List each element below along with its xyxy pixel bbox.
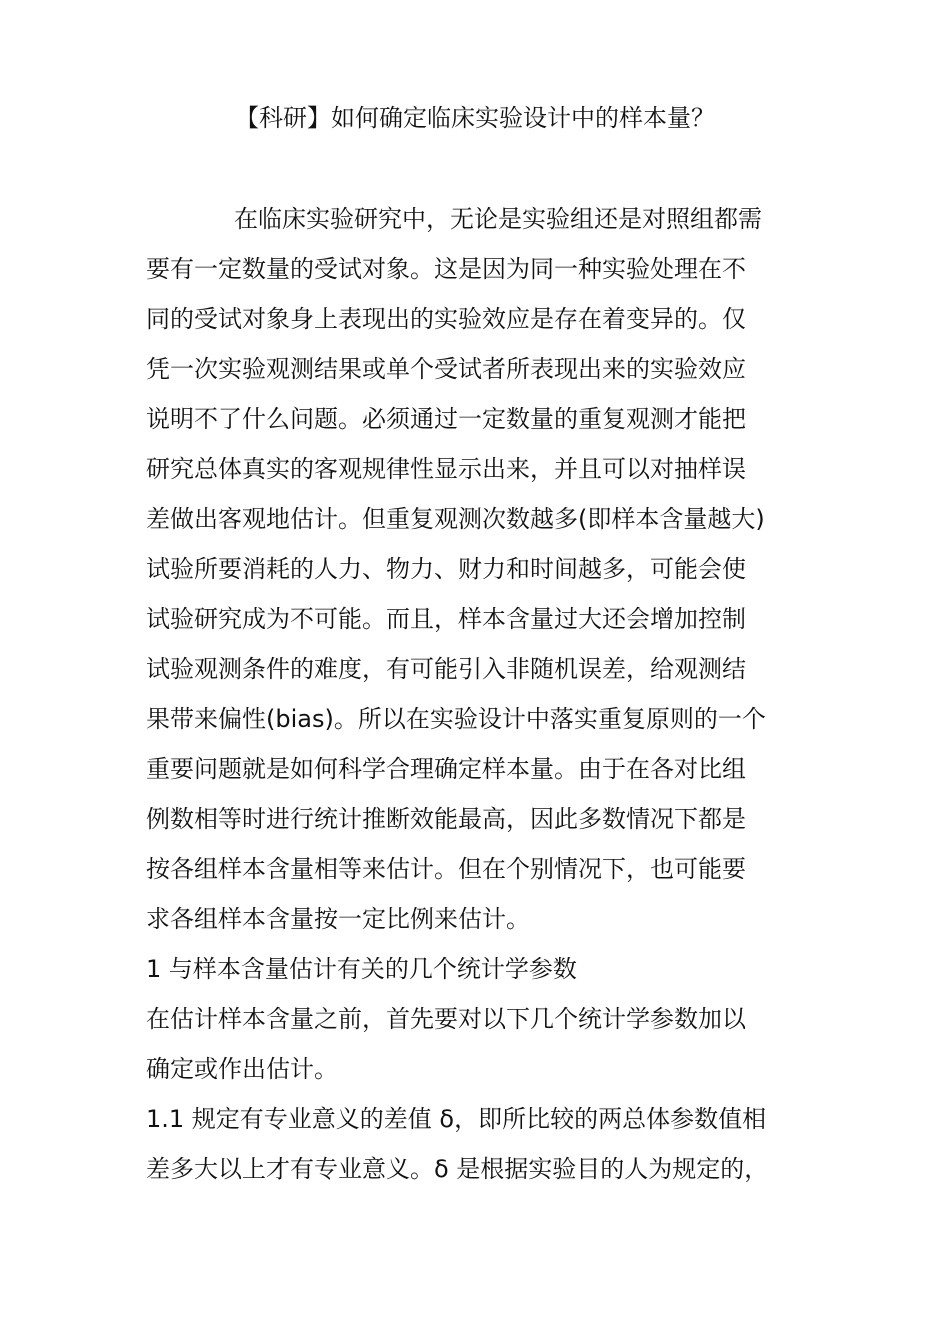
paragraph-line: 说明不了什么问题。必须通过一定数量的重复观测才能把: [146, 405, 746, 433]
paragraph-line: 在估计样本含量之前，首先要对以下几个统计学参数加以: [146, 1005, 746, 1033]
paragraph-line: 果带来偏性(bias)。所以在实验设计中落实重复原则的一个: [146, 705, 766, 733]
paragraph-line: 确定或作出估计。: [146, 1055, 338, 1083]
document-body: [146, 198, 806, 1198]
paragraph-line: 要有一定数量的受试对象。这是因为同一种实验处理在不: [146, 255, 746, 283]
paragraph-line: 差做出客观地估计。但重复观测次数越多(即样本含量越大): [146, 505, 765, 533]
paragraph-line: 差多大以上才有专业意义。δ 是根据实验目的人为规定的，: [146, 1155, 769, 1183]
paragraph-line: 试验观测条件的难度，有可能引入非随机误差，给观测结: [146, 655, 746, 683]
subsection-line: 1.1 规定有专业意义的差值 δ，即所比较的两总体参数值相: [146, 1105, 767, 1133]
paragraph-line: 按各组样本含量相等来估计。但在个别情况下，也可能要: [146, 855, 746, 883]
paragraph-line: 重要问题就是如何科学合理确定样本量。由于在各对比组: [146, 755, 746, 783]
document-title: 【科研】如何确定临床实验设计中的样本量？: [235, 104, 715, 132]
paragraph-line: 凭一次实验观测结果或单个受试者所表现出来的实验效应: [146, 355, 746, 383]
paragraph-line: 研究总体真实的客观规律性显示出来，并且可以对抽样误: [146, 455, 746, 483]
paragraph-line: 试验研究成为不可能。而且，样本含量过大还会增加控制: [146, 605, 746, 633]
section-heading: 1 与样本含量估计有关的几个统计学参数: [146, 955, 577, 983]
paragraph-line: 在临床实验研究中，无论是实验组还是对照组都需: [234, 205, 762, 233]
paragraph-line: 求各组样本含量按一定比例来估计。: [146, 905, 530, 933]
paragraph-line: 试验所要消耗的人力、物力、财力和时间越多，可能会使: [146, 555, 746, 583]
paragraph-line: 同的受试对象身上表现出的实验效应是存在着变异的。仅: [146, 305, 746, 333]
paragraph-line: 例数相等时进行统计推断效能最高，因此多数情况下都是: [146, 805, 746, 833]
